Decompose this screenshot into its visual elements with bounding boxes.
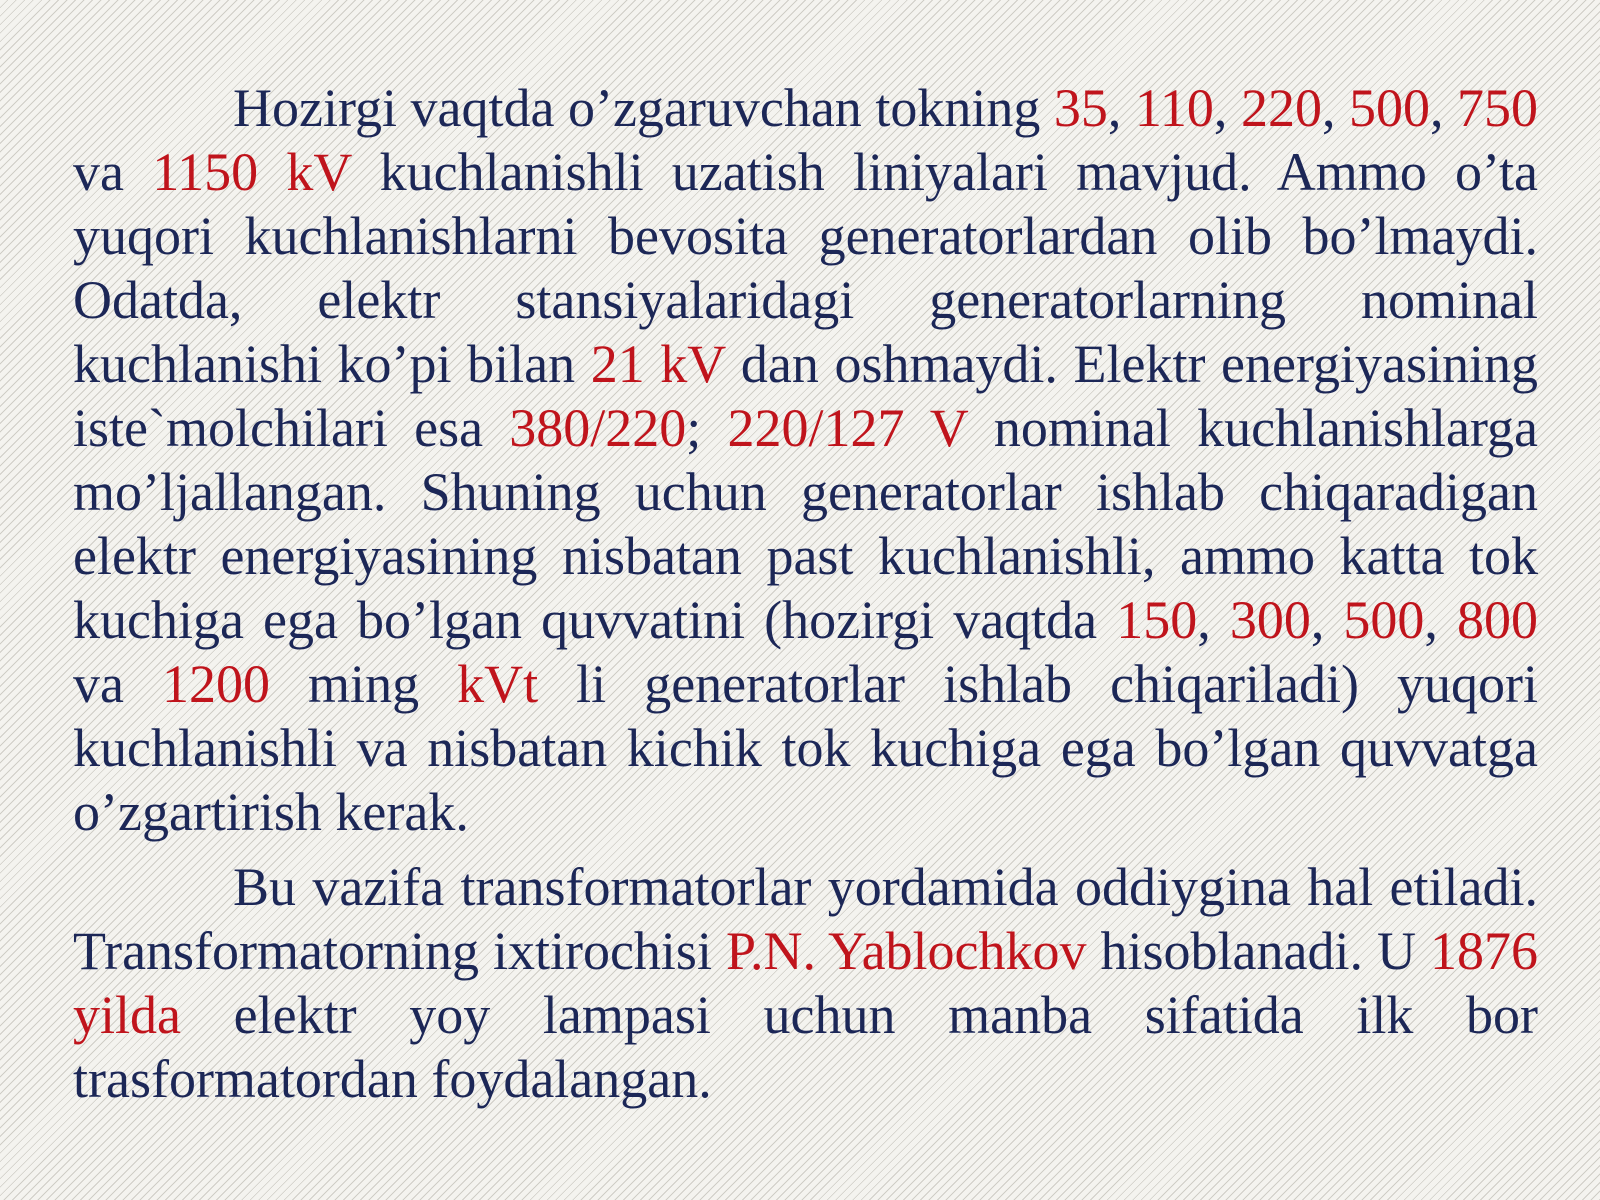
highlighted-term: 1876 yilda [73, 921, 1538, 1045]
text-segment: li generatorlar ishlab chiqariladi) yuqori kuchlanishli va nisbatan kichik tok kuchiga ega bo’lgan quvvatga o’zgartirish kerak. [73, 654, 1538, 842]
text-segment: , [1310, 590, 1344, 650]
text-segment: va [73, 654, 163, 714]
highlighted-term: 21 kV [590, 334, 726, 394]
text-segment: , [1197, 590, 1230, 650]
text-segment: Hozirgi vaqtda o’zgaruvchan tokning [233, 78, 1054, 138]
highlighted-term: 220 [1240, 78, 1322, 138]
text-segment: va [73, 142, 153, 202]
text-segment: , [1429, 78, 1457, 138]
text-segment: ; [686, 398, 728, 458]
highlighted-term: 500 [1343, 590, 1425, 650]
text-segment: dan oshmaydi. Elektr energiyasining iste`molchilari esa [73, 334, 1538, 458]
highlighted-term: 500 [1348, 78, 1430, 138]
text-segment: ming [270, 654, 458, 714]
highlighted-term: 800 [1457, 590, 1539, 650]
highlighted-term: 110 [1134, 78, 1214, 138]
highlighted-term: 380/220 [509, 398, 687, 458]
text-segment: nominal kuchlanishlarga mo’ljallangan. Shuning uchun generatorlar ishlab chiqaradigan elektr energiyasining nisbatan past kuchlanishli, ammo katta tok kuchiga ega bo’lgan quvvatini (hozirgi vaqtda [73, 398, 1538, 650]
highlighted-term: 1150 kV [152, 142, 352, 202]
highlighted-term: P.N. Yablochkov [725, 921, 1087, 981]
text-segment: , [1424, 590, 1458, 650]
text-segment: hisoblanadi. U [1086, 921, 1430, 981]
text-segment: , [1107, 78, 1135, 138]
text-segment: , [1321, 78, 1349, 138]
text-segment: , [1213, 78, 1241, 138]
highlighted-term: 220/127 V [727, 398, 968, 458]
highlighted-term: 750 [1457, 78, 1538, 138]
highlighted-term: 35 [1053, 78, 1108, 138]
paragraph-transformer-history [73, 855, 1538, 1111]
highlighted-term: 300 [1229, 590, 1311, 650]
highlighted-term: 150 [1116, 590, 1198, 650]
paragraph-voltage-levels [73, 76, 1538, 844]
text-segment: elektr yoy lampasi uchun manba sifatida ilk bor trasformatordan foydalangan. [73, 985, 1538, 1109]
highlighted-term: 1200 [162, 654, 271, 714]
highlighted-term: kVt [457, 654, 539, 714]
text-segment: kuchlanishli uzatish liniyalari mavjud. Ammo o’ta yuqori kuchlanishlarni bevosita generatorlardan olib bo’lmaydi. Odatda, elektr stansiyalaridagi generatorlarning nominal kuchlanishi ko’pi bilan [73, 142, 1539, 394]
text-segment: Bu vazifa transformatorlar yordamida oddiygina hal etiladi. Transformatorning ixtirochisi [73, 857, 1538, 981]
slide-body [73, 76, 1538, 1122]
